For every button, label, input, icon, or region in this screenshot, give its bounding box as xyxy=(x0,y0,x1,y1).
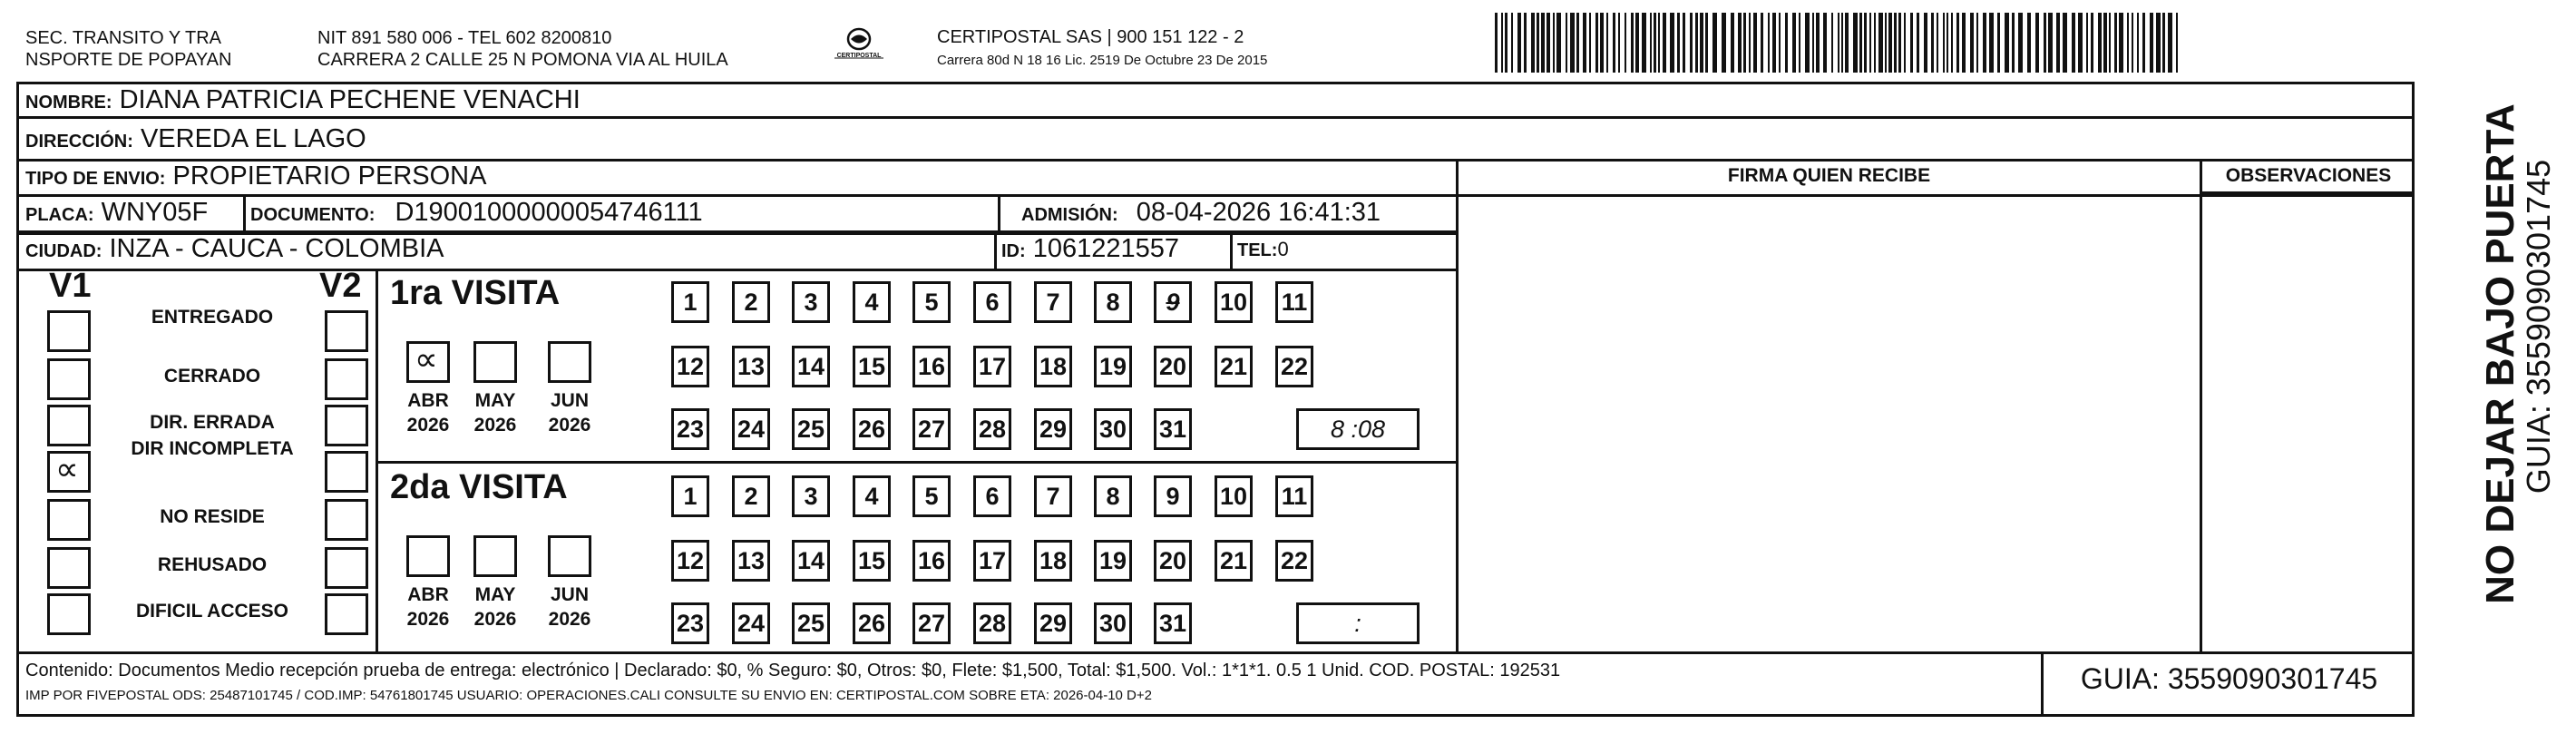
barcode-bar xyxy=(2150,13,2153,73)
barcode-bar xyxy=(1654,13,1656,73)
barcode-bar xyxy=(1805,13,1810,73)
sender-line-1: SEC. TRANSITO Y TRA xyxy=(25,28,221,48)
day-box[interactable]: 27 xyxy=(912,602,951,644)
month-checkbox[interactable] xyxy=(473,341,517,383)
barcode-bar xyxy=(1670,13,1674,73)
sender-line-2: NSPORTE DE POPAYAN xyxy=(25,50,232,70)
month-checkbox[interactable] xyxy=(406,341,450,383)
month-checkbox[interactable] xyxy=(548,535,591,577)
barcode-bar xyxy=(1859,13,1862,73)
ciudad-value: INZA - CAUCA - COLOMBIA xyxy=(109,234,444,263)
check-mark-icon: ∝ xyxy=(415,340,438,377)
barcode-bar xyxy=(1556,13,1561,73)
month-checkbox[interactable] xyxy=(473,535,517,577)
barcode-bar xyxy=(1864,13,1867,73)
v1-checkbox[interactable] xyxy=(47,593,91,635)
barcode-bar xyxy=(2056,13,2060,73)
nombre-field xyxy=(25,85,581,115)
barcode-bar xyxy=(1874,13,1876,73)
firma-header: FIRMA QUIEN RECIBE xyxy=(1727,165,1931,186)
v1-checkbox[interactable] xyxy=(47,358,91,400)
col-divider-obs xyxy=(2200,159,2202,653)
courier-line: CERTIPOSTAL SAS | 900 151 122 - 2 xyxy=(937,27,1244,47)
footer-divider xyxy=(16,651,2415,654)
direccion-field xyxy=(25,124,366,154)
barcode-bar xyxy=(1683,13,1685,73)
barcode-bar xyxy=(1613,13,1615,73)
day-box[interactable]: 4 xyxy=(853,475,891,517)
direccion-label: DIRECCIÓN: xyxy=(25,132,133,152)
barcode-bar xyxy=(2018,13,2023,73)
barcode-bar xyxy=(2044,13,2046,73)
month-label xyxy=(396,582,460,631)
v2-checkbox[interactable] xyxy=(325,358,368,400)
documento-field xyxy=(250,198,703,228)
status-panel-divider xyxy=(376,269,378,651)
barcode-bar xyxy=(2063,13,2067,73)
v1-checkbox[interactable] xyxy=(47,310,91,352)
direccion-value: VEREDA EL LAGO xyxy=(140,124,366,153)
day-box[interactable]: 17 xyxy=(973,540,1011,582)
day-box[interactable]: 6 xyxy=(973,281,1011,323)
month-checkbox[interactable] xyxy=(548,341,591,383)
barcode-bar xyxy=(1831,13,1833,73)
admision-label: ADMISIÓN: xyxy=(1021,205,1118,225)
barcode-bar xyxy=(1738,13,1742,73)
imp-line: IMP POR FIVEPOSTAL ODS: 25487101745 / COD.IMP: 54761801745 USUARIO: OPERACIONES.CALI CONSULTE SU ENVIO EN: CERTIPOSTAL.COM SOBRE ETA: 2026-04-10 D+2 xyxy=(25,688,1152,703)
barcode-bar xyxy=(1553,13,1555,73)
day-box[interactable]: 19 xyxy=(1094,346,1132,387)
ciudad-field xyxy=(25,234,444,264)
nombre-value: DIANA PATRICIA PECHENE VENACHI xyxy=(119,85,581,114)
day-box[interactable]: 28 xyxy=(973,602,1011,644)
status-label: DIR INCOMPLETA xyxy=(131,438,294,459)
day-box[interactable]: 13 xyxy=(732,540,770,582)
barcode-bar xyxy=(2072,13,2075,73)
barcode-bar xyxy=(2027,13,2031,73)
month-label xyxy=(538,582,601,631)
month-name: JUN xyxy=(550,584,589,605)
time-box[interactable]: : xyxy=(1296,602,1420,644)
barcode-bar xyxy=(1589,13,1591,73)
day-box[interactable]: 21 xyxy=(1215,346,1253,387)
barcode-bar xyxy=(1841,13,1843,73)
day-box[interactable]: 3 xyxy=(792,475,830,517)
barcode-bar xyxy=(1894,13,1897,73)
courier-info xyxy=(937,25,1267,73)
day-box[interactable]: 7 xyxy=(1034,475,1072,517)
day-box[interactable]: 30 xyxy=(1094,602,1132,644)
id-label: ID: xyxy=(1001,241,1026,261)
tel-divider xyxy=(1230,232,1233,269)
month-label xyxy=(538,388,601,437)
row-divider xyxy=(16,116,2415,119)
id-value: 1061221557 xyxy=(1032,234,1180,263)
barcode-bar xyxy=(1570,13,1575,73)
barcode-bar xyxy=(1606,13,1608,73)
certipostal-logo xyxy=(831,25,887,69)
barcode-bar xyxy=(1658,13,1660,73)
v1-checkbox[interactable] xyxy=(47,405,91,446)
side-guia: GUIA: 3559090301745 xyxy=(2520,159,2557,494)
placa-label: PLACA: xyxy=(25,205,94,225)
barcode-bar xyxy=(1501,13,1503,73)
barcode-bar xyxy=(1838,13,1839,73)
barcode-bar xyxy=(1799,13,1800,73)
barcode-bar xyxy=(1635,13,1639,73)
nombre-label: NOMBRE: xyxy=(25,93,112,113)
status-label: DIR. ERRADA xyxy=(150,412,275,433)
barcode-bar xyxy=(1625,13,1626,73)
day-box[interactable]: 20 xyxy=(1154,346,1192,387)
month-year: 2026 xyxy=(406,415,450,436)
barcode-bar xyxy=(2132,13,2133,73)
day-box[interactable]: 29 xyxy=(1034,408,1072,450)
check-mark-icon: ∝ xyxy=(55,450,79,487)
barcode-bar xyxy=(1989,13,1994,73)
barcode-bar xyxy=(1583,13,1586,73)
day-box[interactable]: 7 xyxy=(1034,281,1072,323)
month-year: 2026 xyxy=(548,415,591,436)
barcode-bar xyxy=(1531,13,1535,73)
barcode-bar xyxy=(1823,13,1827,73)
v2-checkbox[interactable] xyxy=(325,593,368,635)
month-checkbox[interactable] xyxy=(406,535,450,577)
barcode-bar xyxy=(1869,13,1871,73)
placa-value: WNY05F xyxy=(101,198,209,227)
barcode-bar xyxy=(1595,13,1598,73)
barcode-bar xyxy=(1576,13,1579,73)
barcode-bar xyxy=(1792,13,1796,73)
license-line: Carrera 80d N 18 16 Lic. 2519 De Octubre 23 De 2015 xyxy=(937,53,1268,68)
barcode-bar xyxy=(1812,13,1814,73)
day-box[interactable]: 5 xyxy=(912,475,951,517)
month-label xyxy=(463,582,527,631)
day-box[interactable]: 17 xyxy=(973,346,1011,387)
row-divider xyxy=(16,269,1457,271)
barcode-bar xyxy=(1537,13,1539,73)
barcode-bar xyxy=(1931,13,1934,73)
nit-line: NIT 891 580 006 - TEL 602 8200810 xyxy=(317,28,612,48)
barcode-bar xyxy=(2137,13,2139,73)
barcode-bar xyxy=(1663,13,1666,73)
side-vertical-text xyxy=(2422,82,2557,626)
admision-field xyxy=(1021,198,1381,228)
barcode-bar xyxy=(1743,13,1746,73)
v2-checkbox[interactable] xyxy=(325,547,368,589)
barcode-bar xyxy=(1722,13,1726,73)
placa-field xyxy=(25,198,208,228)
barcode-bar xyxy=(1768,13,1770,73)
visit-title: 1ra VISITA xyxy=(390,274,561,312)
day-box[interactable]: 10 xyxy=(1215,281,1253,323)
admision-value: 08-04-2026 16:41:31 xyxy=(1136,198,1381,227)
barcode-bar xyxy=(1898,13,1901,73)
v2-checkbox[interactable] xyxy=(325,451,368,493)
day-box[interactable]: 20 xyxy=(1154,540,1192,582)
month-name: MAY xyxy=(474,390,516,411)
day-box[interactable]: 11 xyxy=(1275,475,1313,517)
v1-checkbox[interactable] xyxy=(47,499,91,541)
barcode-bar xyxy=(2156,13,2161,73)
status-label: REHUSADO xyxy=(157,554,268,575)
barcode-bar xyxy=(1677,13,1680,73)
barcode-bar xyxy=(2048,13,2053,73)
day-box[interactable]: 25 xyxy=(792,602,830,644)
barcode-bar xyxy=(2109,13,2111,73)
barcode-bar xyxy=(1690,13,1693,73)
day-box[interactable]: 4 xyxy=(853,281,891,323)
v1-label: V1 xyxy=(49,267,92,305)
status-label: CERRADO xyxy=(163,366,261,387)
day-box[interactable]: 2 xyxy=(732,281,770,323)
barcode-bar xyxy=(1924,13,1927,73)
barcode-bar xyxy=(1731,13,1734,73)
day-box[interactable]: 24 xyxy=(732,408,770,450)
barcode-bar xyxy=(1779,13,1781,73)
barcode-bar xyxy=(1910,13,1913,73)
barcode-bar xyxy=(2005,13,2009,73)
month-year: 2026 xyxy=(473,415,517,436)
barcode-bar xyxy=(1541,13,1545,73)
day-box[interactable]: 25 xyxy=(792,408,830,450)
v2-checkbox[interactable] xyxy=(325,405,368,446)
barcode-bar xyxy=(1956,13,1959,73)
day-box[interactable]: 16 xyxy=(912,540,951,582)
barcode-bar xyxy=(1505,13,1508,73)
barcode-bar xyxy=(1511,13,1513,73)
month-name: MAY xyxy=(474,584,516,605)
barcode-bar xyxy=(1947,13,1948,73)
side-warning: NO DEJAR BAJO PUERTA xyxy=(2478,103,2522,604)
barcode-bar xyxy=(1785,13,1788,73)
month-label xyxy=(463,388,527,437)
barcode-bar xyxy=(1962,13,1966,73)
barcode-bar xyxy=(2098,13,2102,73)
day-box[interactable]: 6 xyxy=(973,475,1011,517)
day-box[interactable]: 11 xyxy=(1275,281,1313,323)
day-box[interactable]: 1 xyxy=(671,475,709,517)
barcode-bar xyxy=(1943,13,1945,73)
id-field xyxy=(1001,234,1179,264)
day-box[interactable]: 22 xyxy=(1275,346,1313,387)
day-box[interactable]: 14 xyxy=(792,346,830,387)
documento-value: D19001000000054746111 xyxy=(395,198,703,227)
placa-divider xyxy=(243,194,246,232)
day-box[interactable]: 5 xyxy=(912,281,951,323)
barcode-bar xyxy=(1547,13,1550,73)
barcode-bar xyxy=(2086,13,2088,73)
barcode-bar xyxy=(1970,13,1974,73)
day-box[interactable]: 13 xyxy=(732,346,770,387)
month-year: 2026 xyxy=(548,609,591,630)
tipo-envio-label: TIPO DE ENVIO: xyxy=(25,169,166,189)
day-box[interactable]: 9 xyxy=(1154,475,1192,517)
barcode-bar xyxy=(1566,13,1567,73)
day-box[interactable]: 22 xyxy=(1275,540,1313,582)
day-box[interactable]: 24 xyxy=(732,602,770,644)
barcode-bar xyxy=(1705,13,1708,73)
day-box[interactable]: 18 xyxy=(1034,540,1072,582)
barcode-bar xyxy=(2162,13,2165,73)
barcode-bar xyxy=(2142,13,2145,73)
day-box[interactable]: 29 xyxy=(1034,602,1072,644)
day-box[interactable]: 2 xyxy=(732,475,770,517)
visit-title: 2da VISITA xyxy=(390,468,568,506)
barcode-bar xyxy=(1695,13,1698,73)
barcode-bar xyxy=(1495,13,1498,73)
day-box[interactable]: 18 xyxy=(1034,346,1072,387)
barcode-bar xyxy=(1761,13,1763,73)
id-divider xyxy=(994,232,997,269)
day-box[interactable]: 8 xyxy=(1094,475,1132,517)
documento-label: DOCUMENTO: xyxy=(250,205,376,225)
barcode-bar xyxy=(2127,13,2129,73)
month-name: JUN xyxy=(550,390,589,411)
ciudad-label: CIUDAD: xyxy=(25,241,102,261)
barcode-bar xyxy=(2035,13,2039,73)
day-box[interactable]: 10 xyxy=(1215,475,1253,517)
barcode-bar xyxy=(1816,13,1820,73)
day-box[interactable]: 26 xyxy=(853,408,891,450)
tel-field xyxy=(1237,238,1289,261)
v2-checkbox[interactable] xyxy=(325,499,368,541)
barcode-bar xyxy=(2012,13,2015,73)
barcode-bar xyxy=(2168,13,2172,73)
barcode-bar xyxy=(1642,13,1646,73)
barcode-bar xyxy=(2078,13,2083,73)
day-box[interactable]: 16 xyxy=(912,346,951,387)
day-box[interactable]: 23 xyxy=(671,602,709,644)
day-box[interactable]: 12 xyxy=(671,346,709,387)
v1-checkbox[interactable] xyxy=(47,451,91,493)
day-box[interactable]: 30 xyxy=(1094,408,1132,450)
barcode-bar xyxy=(2119,13,2123,73)
day-box[interactable]: 31 xyxy=(1154,408,1192,450)
v1-checkbox[interactable] xyxy=(47,547,91,589)
month-name: ABR xyxy=(407,390,449,411)
month-label xyxy=(396,388,460,437)
v2-checkbox[interactable] xyxy=(325,310,368,352)
barcode xyxy=(1495,13,2184,73)
day-box[interactable]: 12 xyxy=(671,540,709,582)
barcode-bar xyxy=(1618,13,1620,73)
visit-divider xyxy=(376,461,1457,464)
month-year: 2026 xyxy=(406,609,450,630)
sender-name xyxy=(25,27,231,71)
day-box[interactable]: 28 xyxy=(973,408,1011,450)
day-box[interactable]: 14 xyxy=(792,540,830,582)
guia-box: GUIA: 3559090301745 xyxy=(2080,662,2378,695)
col-divider-firma xyxy=(1456,159,1459,653)
barcode-bar xyxy=(1749,13,1751,73)
barcode-bar xyxy=(1600,13,1604,73)
day-box[interactable]: 19 xyxy=(1094,540,1132,582)
row-divider xyxy=(16,194,2415,197)
barcode-bar xyxy=(1631,13,1634,73)
month-year: 2026 xyxy=(473,609,517,630)
day-box[interactable]: 27 xyxy=(912,408,951,450)
barcode-bar xyxy=(1937,13,1938,73)
barcode-bar xyxy=(2103,13,2107,73)
barcode-bar xyxy=(1983,13,1986,73)
day-box[interactable]: 9 xyxy=(1154,281,1192,323)
barcode-bar xyxy=(1524,13,1527,73)
contenido-line: Contenido: Documentos Medio recepción prueba de entrega: electrónico | Declarado: $0, % Seguro: $0, Otros: $0, Flete: $1,500, Total: $1,500. Vol.: 1*1*1. 0.5 1 Unid. COD. POSTAL: 192531 xyxy=(25,661,1561,680)
day-box[interactable]: 15 xyxy=(853,540,891,582)
tipo-envio-value: PROPIETARIO PERSONA xyxy=(172,162,487,191)
barcode-bar xyxy=(2114,13,2117,73)
barcode-bar xyxy=(1917,13,1919,73)
tel-value: 0 xyxy=(1277,238,1289,260)
barcode-bar xyxy=(1904,13,1906,73)
time-box[interactable]: 8 :08 xyxy=(1296,408,1420,450)
v2-label: V2 xyxy=(319,267,362,305)
barcode-bar xyxy=(1753,13,1757,73)
tel-label: TEL: xyxy=(1237,240,1278,260)
barcode-bar xyxy=(1517,13,1521,73)
barcode-bar xyxy=(1976,13,1978,73)
barcode-bar xyxy=(1997,13,2000,73)
logo-text: CERTIPOSTAL xyxy=(836,53,882,59)
barcode-bar xyxy=(1888,13,1892,73)
day-box[interactable]: 8 xyxy=(1094,281,1132,323)
day-box[interactable]: 26 xyxy=(853,602,891,644)
status-label: NO RESIDE xyxy=(160,506,265,527)
day-box[interactable]: 1 xyxy=(671,281,709,323)
barcode-bar xyxy=(1885,13,1887,73)
tipo-envio-field xyxy=(25,162,486,191)
barcode-bar xyxy=(1845,13,1849,73)
month-name: ABR xyxy=(407,584,449,605)
address-line: CARRERA 2 CALLE 25 N POMONA VIA AL HUILA xyxy=(317,50,728,70)
barcode-bar xyxy=(1650,13,1652,73)
barcode-bar xyxy=(1712,13,1717,73)
row-divider xyxy=(2200,191,2415,194)
sender-contact xyxy=(317,27,728,71)
admision-divider xyxy=(998,194,1000,232)
day-box[interactable]: 3 xyxy=(792,281,830,323)
day-box[interactable]: 31 xyxy=(1154,602,1192,644)
barcode-bar xyxy=(2091,13,2093,73)
day-box[interactable]: 23 xyxy=(671,408,709,450)
barcode-bar xyxy=(1951,13,1953,73)
observaciones-header: OBSERVACIONES xyxy=(2225,165,2392,186)
day-box[interactable]: 15 xyxy=(853,346,891,387)
status-label: DIFICIL ACCESO xyxy=(135,601,288,622)
status-label: ENTREGADO xyxy=(151,307,274,328)
barcode-bar xyxy=(1878,13,1883,73)
barcode-bar xyxy=(1700,13,1703,73)
day-box[interactable]: 21 xyxy=(1215,540,1253,582)
barcode-bar xyxy=(1772,13,1776,73)
barcode-bar xyxy=(1853,13,1858,73)
barcode-bar xyxy=(2176,13,2178,73)
